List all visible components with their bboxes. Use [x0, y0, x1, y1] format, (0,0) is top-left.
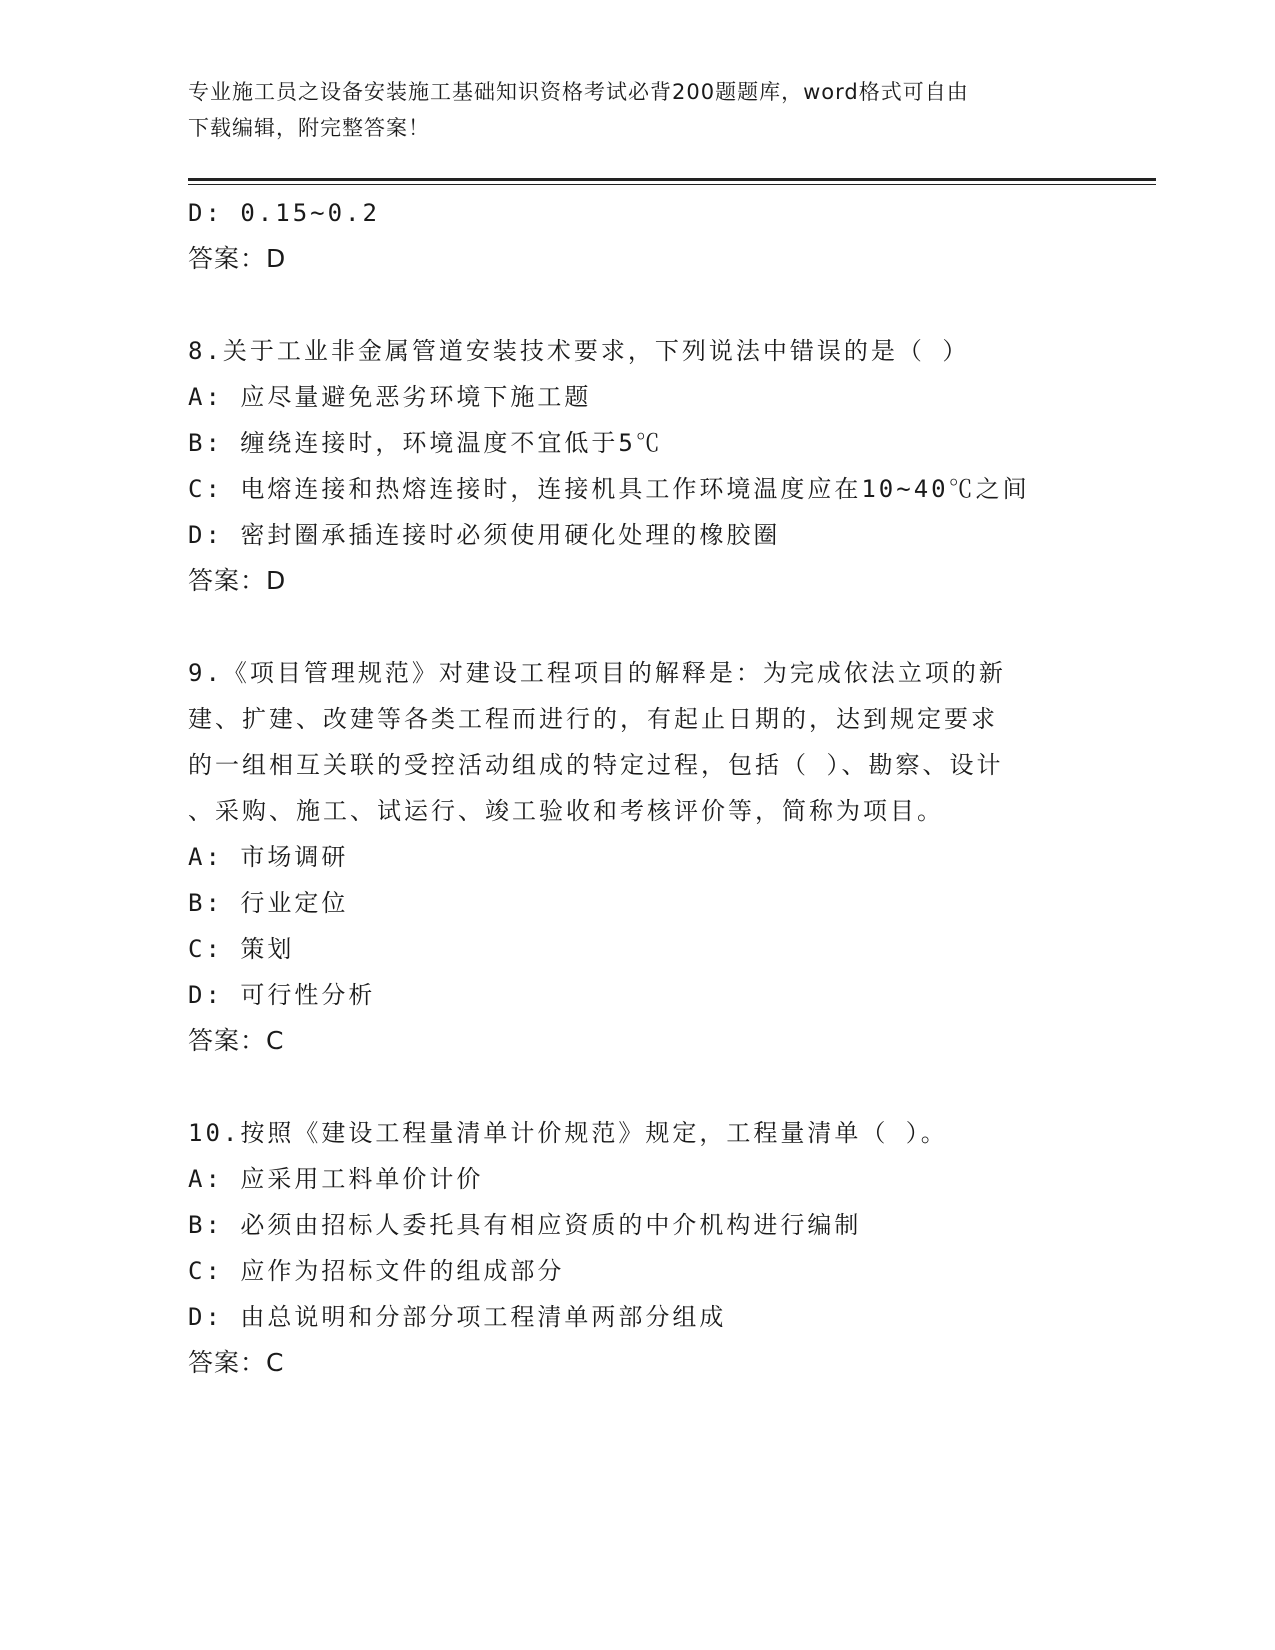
stem-line: 的一组相互关联的受控活动组成的特定过程，包括（ ）、勘察、设计: [188, 751, 1004, 779]
stem-line: 建、扩建、改建等各类工程而进行的，有起止日期的，达到规定要求: [188, 705, 998, 733]
header-divider-thick: [188, 178, 1156, 181]
option-d: D: 可行性分析: [188, 981, 376, 1009]
question-9: [188, 650, 1088, 1064]
option-a: A: 应尽量避免恶劣环境下施工题: [188, 383, 592, 411]
option-a: A: 应采用工料单价计价: [188, 1165, 484, 1193]
option-b: B: 必须由招标人委托具有相应资质的中介机构进行编制: [188, 1211, 862, 1239]
option-c: C: 策划: [188, 935, 295, 963]
question-8: [188, 328, 1088, 604]
header-line-1: 专业施工员之设备安装施工基础知识资格考试必背200题题库，word格式可自由: [188, 80, 969, 104]
question-stem: [188, 650, 1088, 834]
prev-option-d: D: 0.15~0.2: [188, 199, 380, 227]
stem-line: 、采购、施工、试运行、竣工验收和考核评价等，简称为项目。: [188, 797, 944, 825]
question-content: [188, 190, 1088, 1386]
header-divider-thin: [188, 184, 1156, 185]
option-a: A: 市场调研: [188, 843, 349, 871]
answer: 答案：D: [188, 566, 287, 595]
answer: 答案：C: [188, 1026, 285, 1055]
answer: 答案：C: [188, 1348, 285, 1377]
question-stem: [188, 328, 1088, 374]
option-d: D: 由总说明和分部分项工程清单两部分组成: [188, 1303, 727, 1331]
option-c: C: 电熔连接和热熔连接时，连接机具工作环境温度应在10~40℃之间: [188, 475, 1030, 503]
question-10: [188, 1110, 1088, 1386]
option-b: B: 缠绕连接时，环境温度不宜低于5℃: [188, 429, 663, 457]
header-line-2: 下载编辑，附完整答案！: [188, 116, 430, 140]
prev-answer: 答案：D: [188, 244, 287, 273]
option-d: D: 密封圈承插连接时必须使用硬化处理的橡胶圈: [188, 521, 781, 549]
stem-line: 10.按照《建设工程量清单计价规范》规定，工程量清单（ ）。: [188, 1119, 948, 1147]
stem-line: 9.《项目管理规范》对建设工程项目的解释是：为完成依法立项的新: [188, 659, 1006, 687]
spacer: [188, 604, 1088, 650]
spacer: [188, 282, 1088, 328]
spacer: [188, 1064, 1088, 1110]
stem-line: 8.关于工业非金属管道安装技术要求，下列说法中错误的是（ ）: [188, 337, 970, 365]
document-header: [188, 74, 1068, 146]
option-b: B: 行业定位: [188, 889, 349, 917]
question-stem: [188, 1110, 1088, 1156]
option-c: C: 应作为招标文件的组成部分: [188, 1257, 565, 1285]
